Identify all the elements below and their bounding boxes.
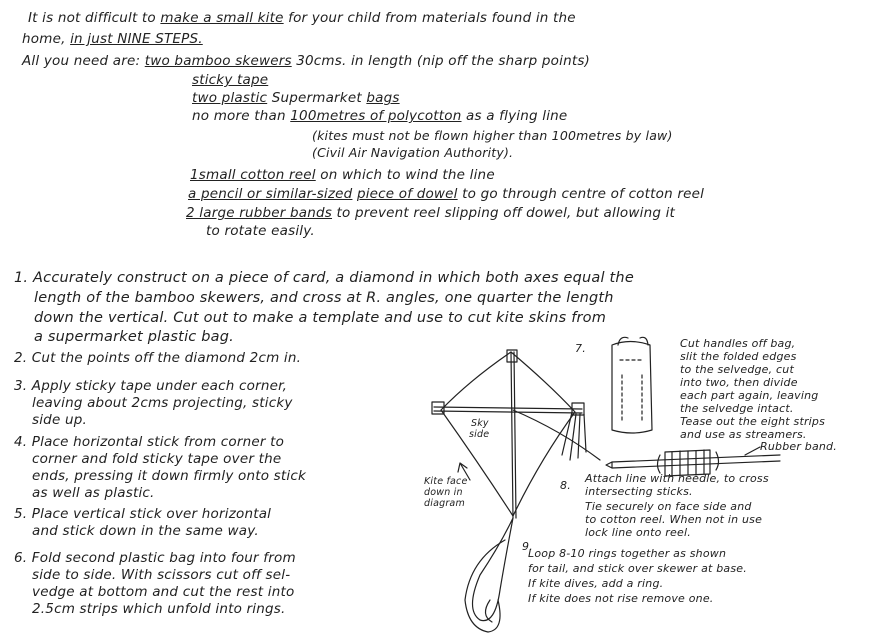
step-6-line-2: side to side. With scissors cut off sel- xyxy=(32,567,291,583)
step-4-line-2: corner and fold sticky tape over the xyxy=(32,451,282,467)
item-bags-c: bags xyxy=(366,90,400,106)
step-8-line-2: intersecting sticks. xyxy=(585,485,693,498)
kite-horizontal-stick xyxy=(434,407,582,409)
face-label-1: Kite face xyxy=(424,476,468,487)
face-label-3: diagram xyxy=(424,498,465,509)
item-line-c: as a flying line xyxy=(466,108,568,124)
streamers xyxy=(562,412,586,460)
item-bags-a: two plastic xyxy=(192,90,268,106)
step-7-line-3: to the selvedge, cut xyxy=(680,363,794,376)
rubber-band-left xyxy=(658,455,661,473)
step-4-line-4: as well as plastic. xyxy=(32,485,155,501)
step-5-line-1: 5. Place vertical stick over horizontal xyxy=(14,506,272,522)
item-bands-cont: to rotate easily. xyxy=(206,223,315,239)
item-pencil-b: piece of dowel xyxy=(356,186,458,202)
step-3-line-1: 3. Apply sticky tape under each corner, xyxy=(14,378,288,394)
step-7-number: 7. xyxy=(575,342,586,355)
sky-side-label-2: side xyxy=(469,429,490,440)
step-9-line-4: If kite does not rise remove one. xyxy=(528,592,714,605)
step-8-line-1: Attach line with needle, to cross xyxy=(585,472,769,485)
sky-side-label-1: Sky xyxy=(471,418,489,429)
need-label: All you need are: xyxy=(22,53,141,69)
law-note-1: (kites must not be flown higher than 100metres by law) xyxy=(312,128,673,143)
item-reel-a: 1small cotton reel xyxy=(190,167,316,183)
step-1-line-1: 1. Accurately construct on a piece of card, a diamond in which both axes equal the xyxy=(14,270,634,286)
step-5-line-2: and stick down in the same way. xyxy=(32,523,259,539)
step-7-line-7: Tease out the eight strips xyxy=(680,415,826,428)
item-bands-a: 2 large rubber bands xyxy=(186,205,333,221)
intro-underline: in just NINE STEPS. xyxy=(70,31,203,47)
step-3-line-3: side up. xyxy=(32,412,87,428)
item-tape: sticky tape xyxy=(192,72,269,88)
intro-text: It is not difficult to xyxy=(28,10,156,26)
step-7-line-4: into two, then divide xyxy=(680,376,798,389)
rubber-band-label: Rubber band. xyxy=(760,440,837,453)
loop-tail xyxy=(473,518,514,621)
bridle-line xyxy=(513,410,600,460)
step-3-line-2: leaving about 2cms projecting, sticky xyxy=(32,395,293,411)
item-bags-b: Supermarket xyxy=(271,90,362,106)
step-7-line-8: and use as streamers. xyxy=(680,428,807,441)
step-6-line-3: vedge at bottom and cut the rest into xyxy=(32,584,295,600)
intro-underline: make a small kite xyxy=(160,10,284,26)
plastic-bag xyxy=(612,342,652,434)
item-skewers: two bamboo skewers xyxy=(144,53,292,69)
step-9-line-2: for tail, and stick over skewer at base. xyxy=(528,562,747,575)
item-bands-b: to prevent reel slipping off dowel, but allowing it xyxy=(336,205,676,221)
item-skewers-desc: 30cms. in length (nip off the sharp points) xyxy=(296,53,591,69)
item-line-b: 100metres of polycotton xyxy=(290,108,462,124)
step-2: 2. Cut the points off the diamond 2cm in. xyxy=(14,350,302,366)
item-reel-b: on which to wind the line xyxy=(320,167,495,183)
step-8-number: 8. xyxy=(560,479,571,492)
step-9-number: 9. xyxy=(522,540,533,553)
step-6-line-4: 2.5cm strips which unfold into rings. xyxy=(32,601,286,617)
step-4-line-3: ends, pressing it down firmly onto stick xyxy=(32,468,306,484)
face-label-2: down in xyxy=(424,487,463,498)
step-7-line-6: the selvedge intact. xyxy=(680,402,794,415)
step-6-line-1: 6. Fold second plastic bag into four from xyxy=(14,550,296,566)
step-9-line-3: If kite dives, add a ring. xyxy=(528,577,664,590)
item-pencil-c: to go through centre of cotton reel xyxy=(462,186,705,202)
step-8-line-3: Tie securely on face side and xyxy=(585,500,752,513)
intro-text: home, xyxy=(22,31,66,47)
step-1-line-4: a supermarket plastic bag. xyxy=(34,329,234,345)
step-1-line-2: length of the bamboo skewers, and cross at R. angles, one quarter the length xyxy=(34,290,614,306)
rubber-band-right xyxy=(716,452,719,470)
step-9-line-1: Loop 8-10 rings together as shown xyxy=(528,547,727,560)
item-pencil-a: a pencil or similar-sized xyxy=(188,186,353,202)
step-7-line-1: Cut handles off bag, xyxy=(680,337,796,350)
step-1-line-3: down the vertical. Cut out to make a template and use to cut kite skins from xyxy=(34,310,607,326)
step-8-line-5: lock line onto reel. xyxy=(585,526,691,539)
item-line-a: no more than xyxy=(192,108,286,124)
intro-text: for your child from materials found in the xyxy=(288,10,576,26)
law-note-2: (Civil Air Navigation Authority). xyxy=(312,145,514,160)
step-7-line-5: each part again, leaving xyxy=(680,389,819,402)
step-8-line-4: to cotton reel. When not in use xyxy=(585,513,763,526)
step-7-line-2: slit the folded edges xyxy=(680,350,797,363)
step-4-line-1: 4. Place horizontal stick from corner to xyxy=(14,434,285,450)
kite-vertical-stick xyxy=(511,352,513,518)
